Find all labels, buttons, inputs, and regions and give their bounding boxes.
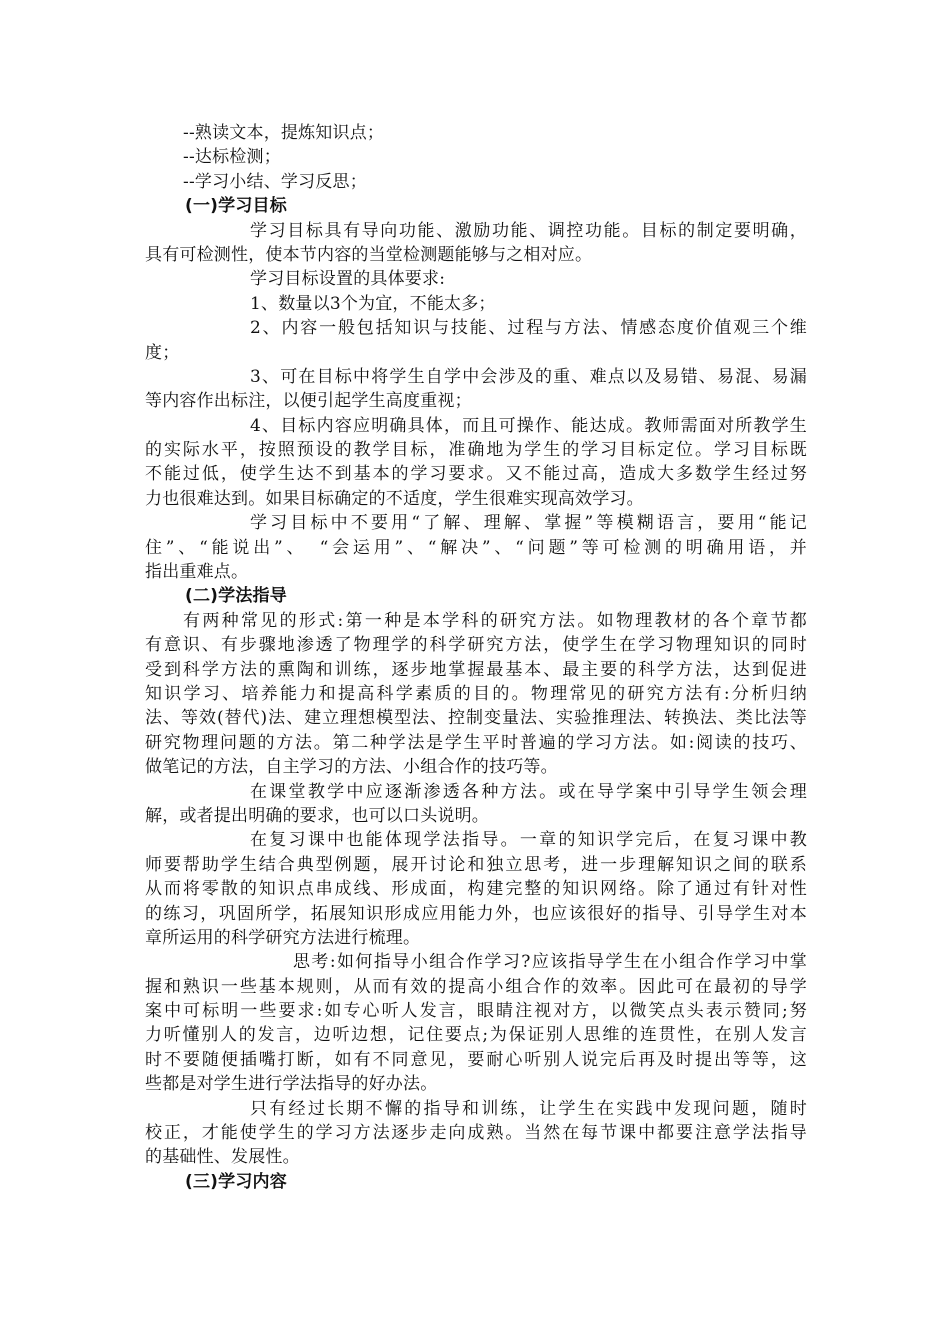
paragraph-line: 章所运用的科学研究方法进行梳理。 [145, 927, 421, 948]
paragraph-line: 研究物理问题的方法。第二种学法是学生平时普遍的学习方法。如:阅读的技巧、 [145, 732, 807, 753]
paragraph-line: 在课堂教学中应逐渐渗透各种方法。或在导学案中引导学生领会理 [250, 781, 807, 802]
paragraph-line: 力听懂别人的发言，边听边想，记住要点;为保证别人思维的连贯性，在别人发言 [145, 1025, 807, 1046]
paragraph-line: 指出重难点。 [145, 562, 249, 583]
paragraph-line: 思考:如何指导小组合作学习?应该指导学生在小组合作学习中掌 [293, 952, 807, 973]
list-item-rule-4: 4、目标内容应明确具体，而且可操作、能达成。教师需面对所教学生 [250, 415, 807, 436]
paragraph-line: 力也很难达到。如果目标确定的不适度，学生很难实现高效学习。 [145, 488, 644, 509]
paragraph-line: 些都是对学生进行学法指导的好办法。 [145, 1074, 438, 1095]
list-item-reading: --熟读文本，提炼知识点； [183, 123, 385, 143]
section-heading-content: (三)学习内容 [185, 1171, 287, 1192]
paragraph-line: 度； [145, 342, 180, 363]
paragraph-line: 有两种常见的形式:第一种是本学科的研究方法。如物理教材的各个章节都 [183, 610, 807, 631]
paragraph-line: 的实际水平，按照预设的教学目标，准确地为学生的学习目标定位。学习目标既 [145, 440, 807, 461]
paragraph-line: 的练习，巩固所学，拓展知识形成应用能力外，也应该很好的指导、引导学生对本 [145, 903, 807, 924]
paragraph-line: 学习目标具有导向功能、激励功能、调控功能。目标的制定要明确， [250, 220, 807, 241]
paragraph-line: 握和熟识一些基本规则，从而有效的提高小组合作的效率。因此可在最初的导学 [145, 976, 807, 997]
paragraph-line: 有意识、有步骤地渗透了物理学的科学研究方法，使学生在学习物理知识的同时 [145, 635, 807, 656]
paragraph-line: 学习目标中不要用“了解、理解、掌握”等模糊语言，要用“能记 [250, 513, 807, 534]
paragraph-line: 做笔记的方法，自主学习的方法、小组合作的技巧等。 [145, 757, 558, 778]
paragraph-line: 法、等效(替代)法、建立理想模型法、控制变量法、实验推理法、转换法、类比法等 [145, 708, 807, 729]
paragraph-line: 师要帮助学生结合典型例题，展开讨论和独立思考，进一步理解知识之间的联系 [145, 854, 807, 875]
paragraph-line: 的基础性、发展性。 [145, 1147, 300, 1168]
document-body [145, 121, 807, 1194]
list-item-testing: --达标检测； [183, 147, 281, 168]
paragraph-line: 解，或者提出明确的要求，也可以口头说明。 [145, 805, 489, 826]
section-heading-methods: (二)学法指导 [185, 586, 287, 607]
paragraph-line: 等内容作出标注，以便引起学生高度重视； [145, 391, 472, 412]
paragraph-line: 校正，才能使学生的学习方法逐步走向成熟。当然在每节课中都要注意学法指导 [145, 1123, 807, 1144]
paragraph-line: 不能过低，使学生达不到基本的学习要求。又不能过高，造成大多数学生经过努 [145, 464, 807, 485]
list-item-rule-1: 1、数量以3个为宜，不能太多； [250, 293, 496, 314]
list-item-rule-3: 3、可在目标中将学生自学中会涉及的重、难点以及易错、易混、易漏 [250, 366, 807, 387]
list-item-rule-2: 2、内容一般包括知识与技能、过程与方法、情感态度价值观三个维 [250, 318, 807, 339]
paragraph-line: 学习目标设置的具体要求: [250, 269, 446, 290]
paragraph-line: 受到科学方法的熏陶和训练，逐步地掌握最基本、最主要的科学方法，达到促进 [145, 659, 807, 680]
paragraph-line: 知识学习、培养能力和提高科学素质的目的。物理常见的研究方法有:分析归纳 [145, 683, 807, 704]
paragraph-line: 只有经过长期不懈的指导和训练，让学生在实践中发现问题，随时 [250, 1098, 807, 1119]
paragraph-line: 在复习课中也能体现学法指导。一章的知识学完后，在复习课中教 [250, 830, 807, 851]
paragraph-line: 案中可标明一些要求:如专心听人发言，眼睛注视对方，以微笑点头表示赞同;努 [145, 1001, 807, 1022]
paragraph-line: 从而将零散的知识点串成线、形成面，构建完整的知识网络。除了通过有针对性 [145, 879, 807, 900]
paragraph-line: 时不要随便插嘴打断，如有不同意见，要耐心听别人说完后再及时提出等等，这 [145, 1049, 807, 1070]
paragraph-line: 住”、“能说出”、 “会运用”、“解决”、“问题”等可检测的明确用语，并 [145, 537, 807, 558]
paragraph-line: 具有可检测性，使本节内容的当堂检测题能够与之相对应。 [145, 244, 593, 265]
list-item-summary: --学习小结、学习反思； [183, 171, 367, 192]
section-heading-goals: (一)学习目标 [185, 196, 287, 217]
